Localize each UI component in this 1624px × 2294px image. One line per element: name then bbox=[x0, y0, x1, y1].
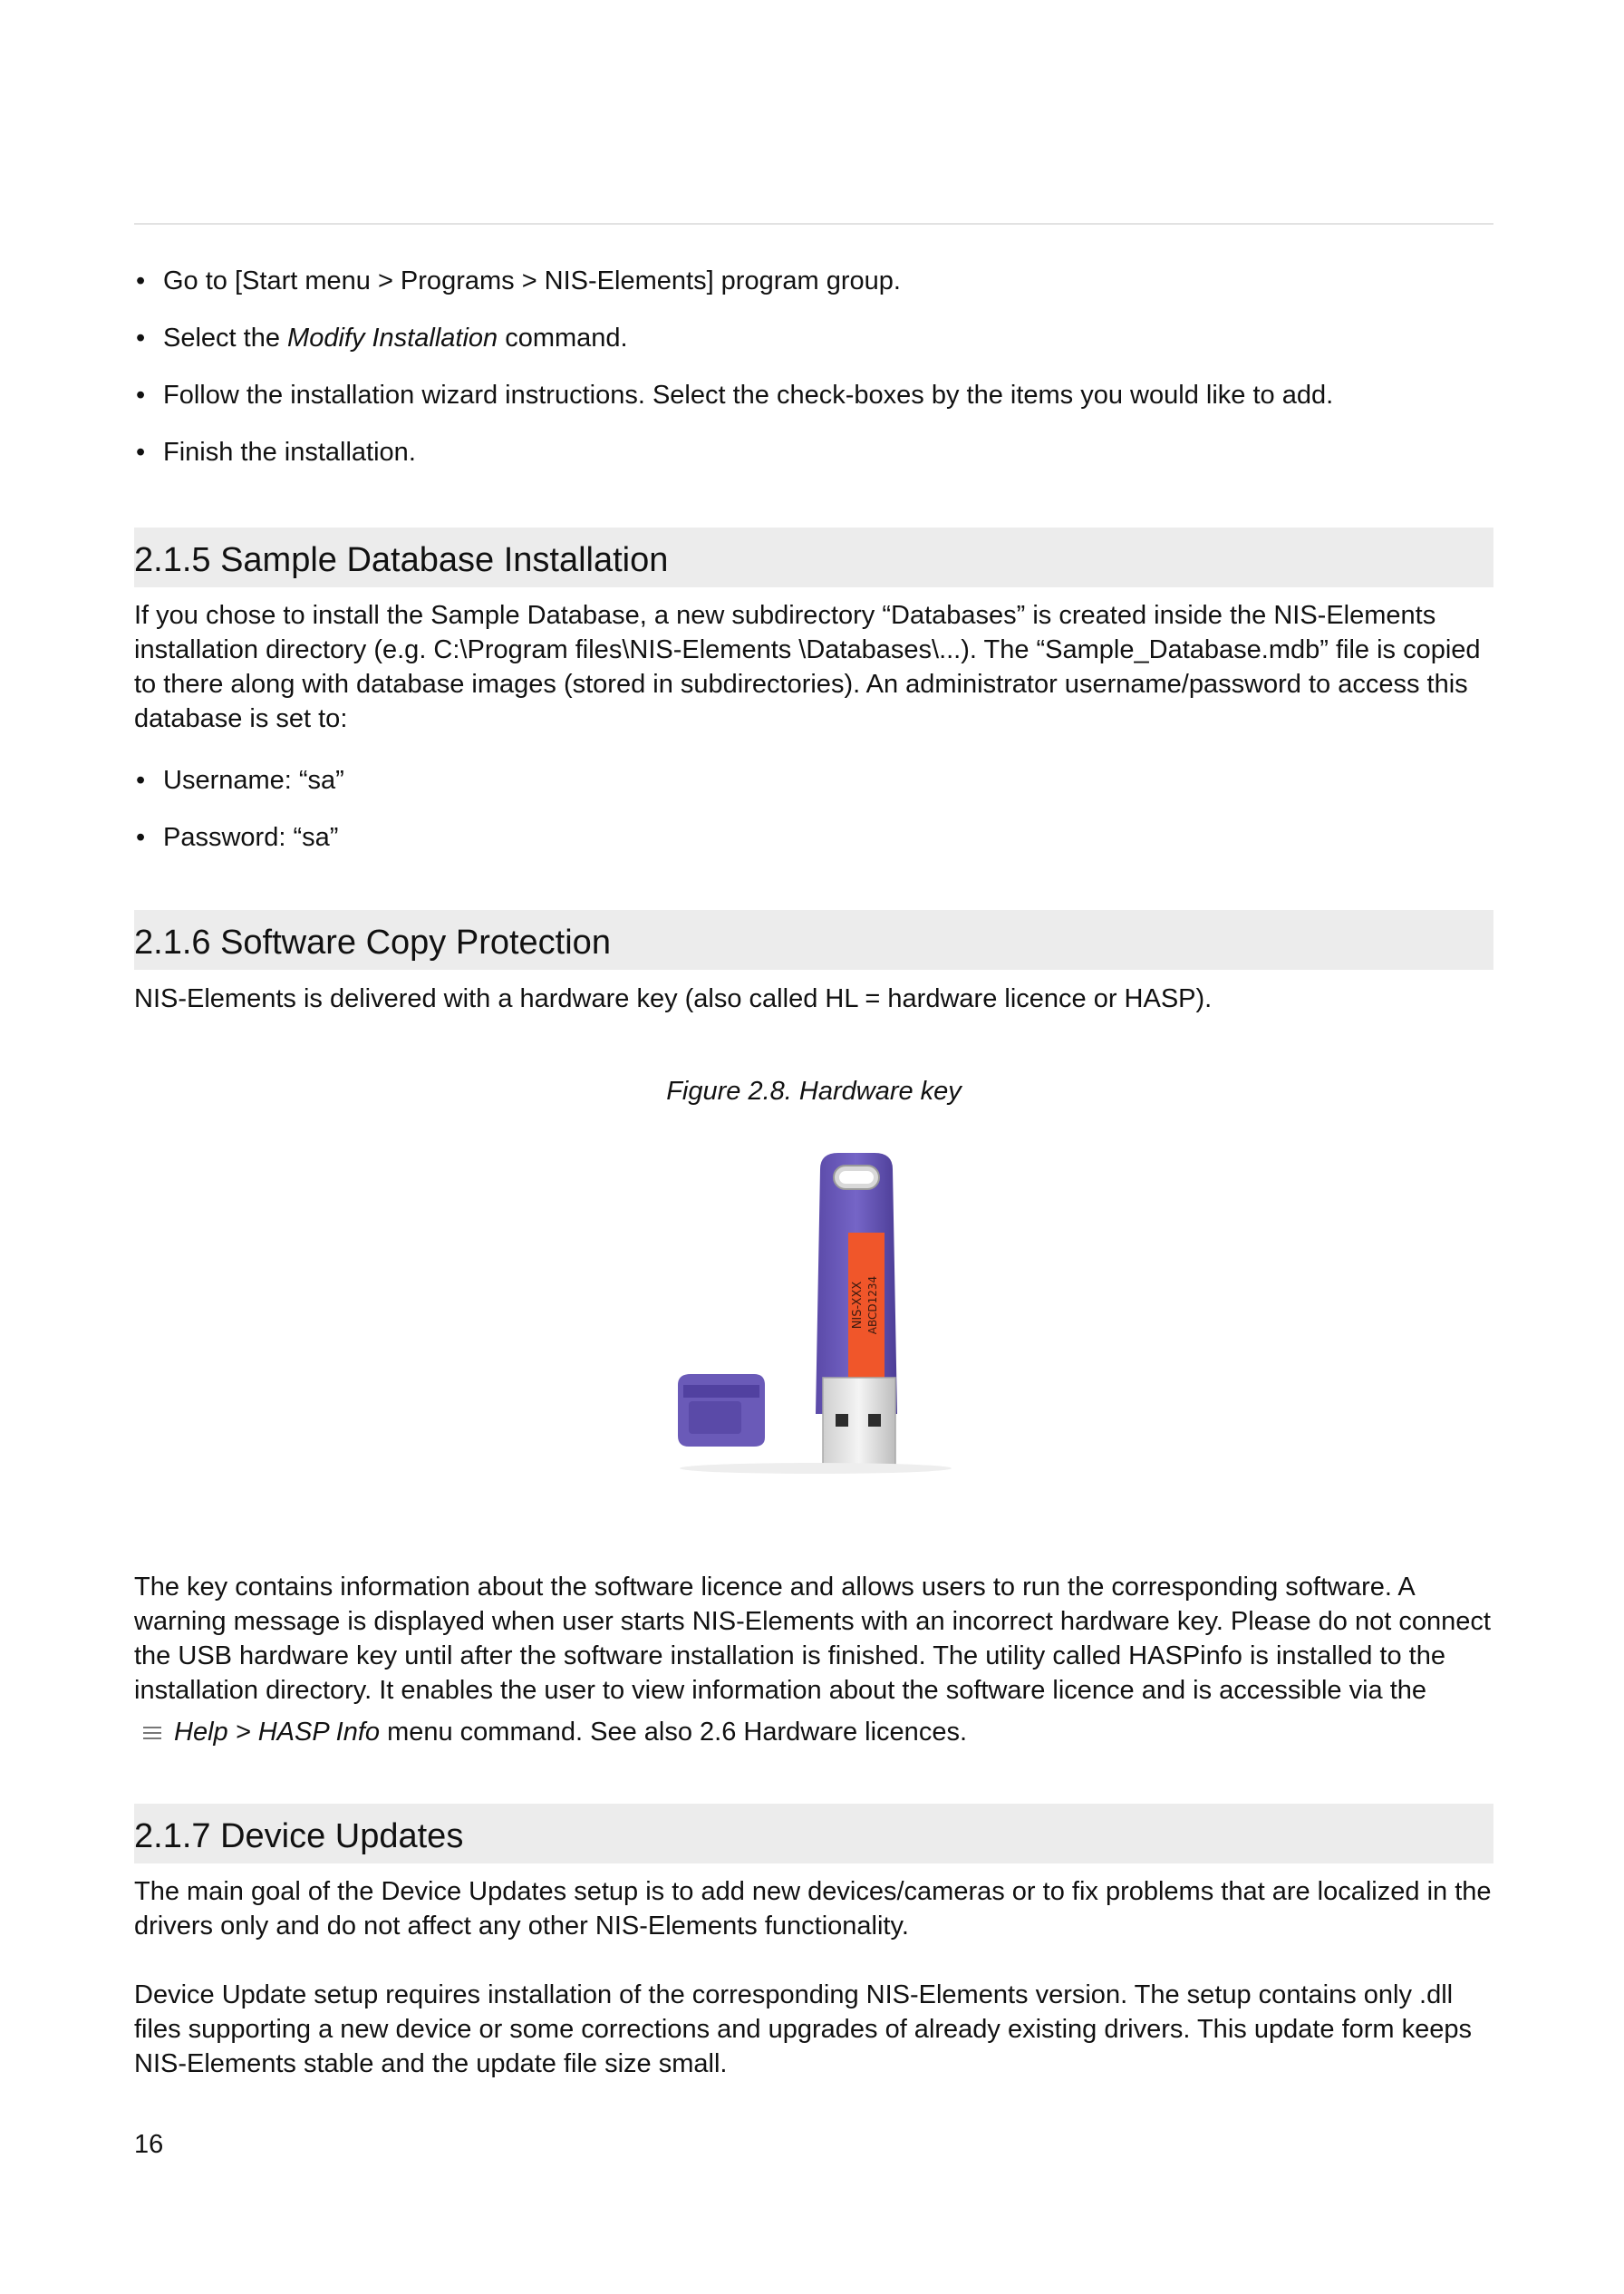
list-item: • Finish the installation. bbox=[134, 436, 1494, 469]
section-215-body: If you chose to install the Sample Database, a new subdirectory “Databases” is created inside the NIS-Elements installation directory (e.g. C:\Program files\NIS-Elements \Databases\...). The “Sample_Database.mdb” file is copied to there along with database images (stored in subdirectories). An administrator username/password to access this database is set to: bbox=[134, 601, 1481, 733]
list-item: • Go to [Start menu > Programs > NIS-Elements] program group. bbox=[134, 265, 1494, 297]
section-heading-216: 2.1.6 Software Copy Protection bbox=[134, 910, 1494, 970]
usb-connector bbox=[823, 1378, 895, 1466]
command-name: Modify Installation bbox=[287, 324, 498, 353]
section-217-body-1: The main goal of the Device Updates setup is to add new devices/cameras or to fix problems that are localized in the drivers only and do not affect any other NIS-Elements functionality. bbox=[134, 1877, 1492, 1941]
header-rule bbox=[134, 223, 1494, 225]
section-heading-217: 2.1.7 Device Updates bbox=[134, 1804, 1494, 1863]
menu-command-line: Help > HASP Info menu command. See also 2.6 Hardware licences. bbox=[134, 1715, 967, 1749]
section-heading-215: 2.1.5 Sample Database Installation bbox=[134, 528, 1494, 587]
section-216-intro: NIS-Elements is delivered with a hardware key (also called HL = hardware licence or HASP). bbox=[134, 984, 1213, 1013]
install-steps-list bbox=[134, 265, 1494, 493]
hardware-key-image bbox=[671, 1151, 961, 1477]
section-217-body-2: Device Update setup requires installation of the corresponding NIS-Elements version. The setup contains only .dll files supporting a new device or some corrections and upgrades of already existing drivers. This update form keeps NIS-Elements stable and the update file size small. bbox=[134, 1980, 1473, 2078]
credentials-list bbox=[134, 764, 1494, 878]
menu-path: Help > HASP Info bbox=[174, 1718, 381, 1747]
figure-caption: Figure 2.8. Hardware key bbox=[666, 1077, 962, 1106]
page-number: 16 bbox=[134, 2130, 164, 2159]
list-item: • Password: “sa” bbox=[134, 821, 1494, 854]
section-216-body: The key contains information about the software licence and allows users to run the corresponding software. A warning message is displayed when user starts NIS-Elements with an incorrect hardware key. Please do not connect the USB hardware key until after the software installation is finished. The utility called HASPinfo is installed to the installation directory. It enables the user to view information about the software licence and is accessible via the bbox=[134, 1573, 1491, 1705]
list-item: • Select the Modify Installation command. bbox=[134, 322, 1494, 354]
hamburger-menu-icon bbox=[141, 1723, 163, 1743]
key-label-text-1: NIS-XXX bbox=[851, 1281, 865, 1330]
key-label-text-2: ABCD1234 bbox=[866, 1275, 879, 1335]
list-item: • Follow the installation wizard instructions. Select the check-boxes by the items you would like to add. bbox=[134, 379, 1494, 411]
list-item: • Username: “sa” bbox=[134, 764, 1494, 797]
